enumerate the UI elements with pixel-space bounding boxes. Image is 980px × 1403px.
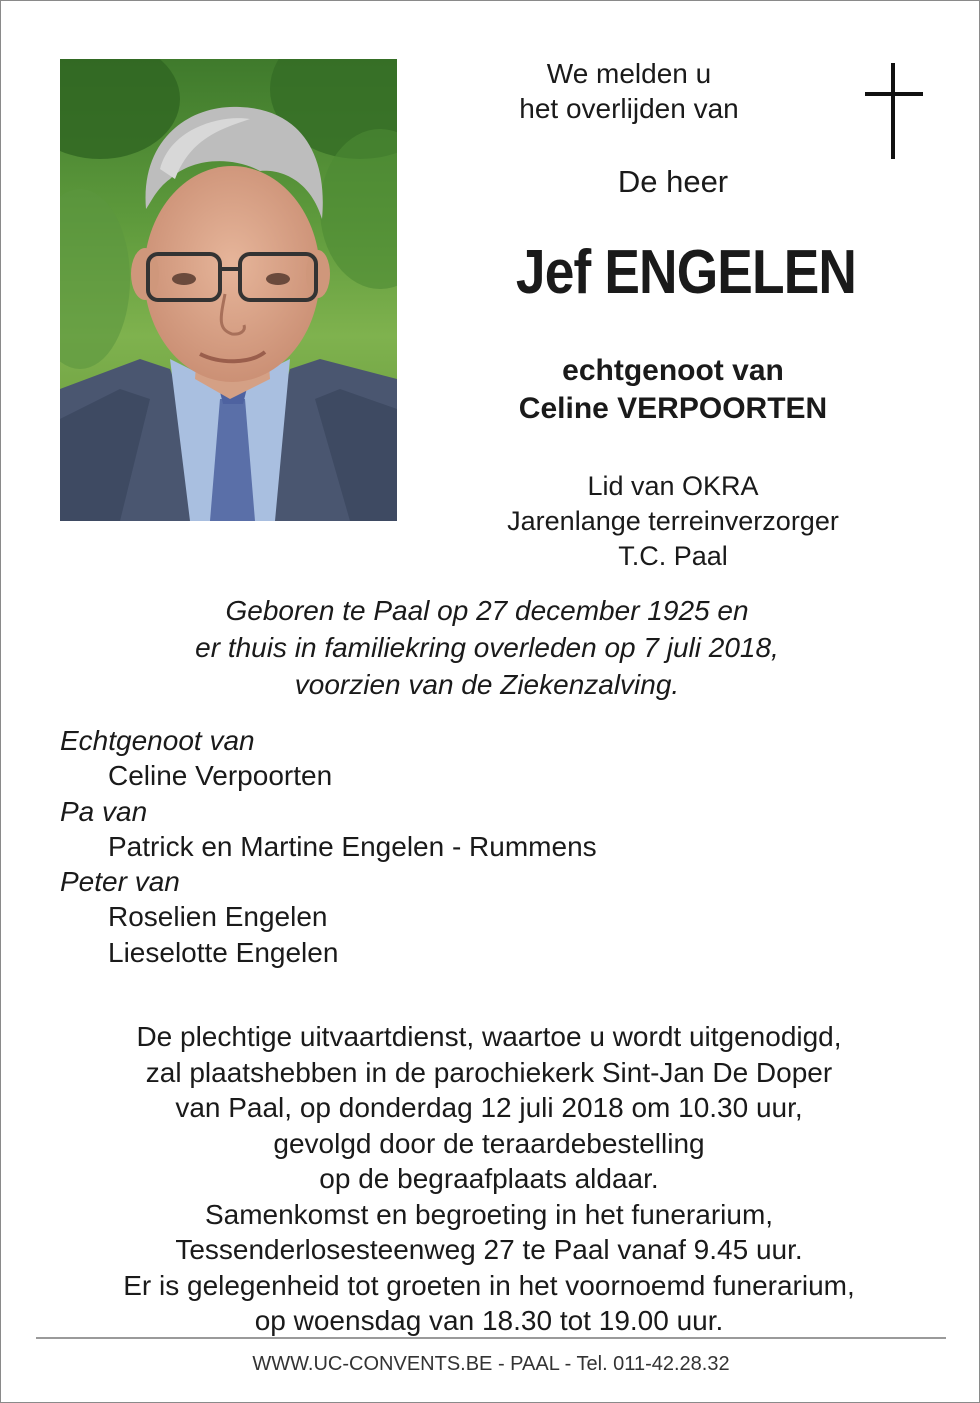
role-line: Jarenlange terreinverzorger bbox=[507, 506, 839, 536]
role-line: T.C. Paal bbox=[618, 541, 728, 571]
service-line: Er is gelegenheid tot groeten in het voornoemd funerarium, bbox=[123, 1269, 855, 1301]
service-line: De plechtige uitvaartdienst, waartoe u wordt uitgenodigd, bbox=[136, 1021, 842, 1052]
dates-line: er thuis in familiekring overleden op 7 juli 2018, bbox=[195, 632, 779, 663]
family-member: Celine Verpoorten bbox=[108, 760, 333, 792]
roles-list bbox=[451, 469, 895, 574]
announcement-line: het overlijden van bbox=[519, 93, 739, 124]
spouse-relation: echtgenoot van bbox=[562, 354, 784, 387]
service-line: zal plaatshebben in de parochiekerk Sint-Jan De Doper bbox=[145, 1056, 833, 1088]
family-member: Lieselotte Engelen bbox=[108, 936, 339, 968]
spouse-name: Celine VERPOORTEN bbox=[518, 392, 828, 425]
latin-cross-icon bbox=[865, 63, 923, 159]
family-list bbox=[60, 723, 597, 970]
service-line: van Paal, op donderdag 12 juli 2018 om 10.30 uur, bbox=[175, 1092, 803, 1123]
announcement-line: We melden u bbox=[546, 58, 712, 89]
service-line: Samenkomst en begroeting in het funerarium, bbox=[204, 1198, 774, 1230]
family-relation: Peter van bbox=[60, 866, 180, 898]
role-line: Lid van OKRA bbox=[587, 471, 759, 501]
footer-contact: WWW.UC-CONVENTS.BE - PAAL - Tel. 011-42.28.32 bbox=[252, 1353, 730, 1375]
footer-divider bbox=[36, 1337, 946, 1339]
spouse-block bbox=[451, 352, 895, 428]
portrait-photo bbox=[60, 59, 397, 521]
family-member: Roselien Engelen bbox=[108, 901, 328, 933]
birth-death-dates bbox=[81, 592, 893, 703]
service-line: Tessenderlosesteenweg 27 te Paal vanaf 9.45 uur. bbox=[175, 1234, 803, 1265]
deceased-name: Jef ENGELEN bbox=[515, 238, 857, 307]
dates-line: Geboren te Paal op 27 december 1925 en bbox=[225, 595, 749, 626]
funeral-service-details bbox=[61, 1019, 917, 1339]
family-member: Patrick en Martine Engelen - Rummens bbox=[108, 830, 597, 862]
service-line: op de begraafplaats aldaar. bbox=[319, 1163, 659, 1194]
family-relation: Echtgenoot van bbox=[60, 725, 255, 756]
salutation: De heer bbox=[617, 164, 729, 199]
dates-line: voorzien van de Ziekenzalving. bbox=[294, 669, 680, 700]
family-relation: Pa van bbox=[60, 795, 148, 827]
service-line: gevolgd door de teraardebestelling bbox=[273, 1127, 705, 1159]
announcement bbox=[491, 56, 767, 126]
service-line: op woensdag van 18.30 tot 19.00 uur. bbox=[254, 1305, 724, 1336]
